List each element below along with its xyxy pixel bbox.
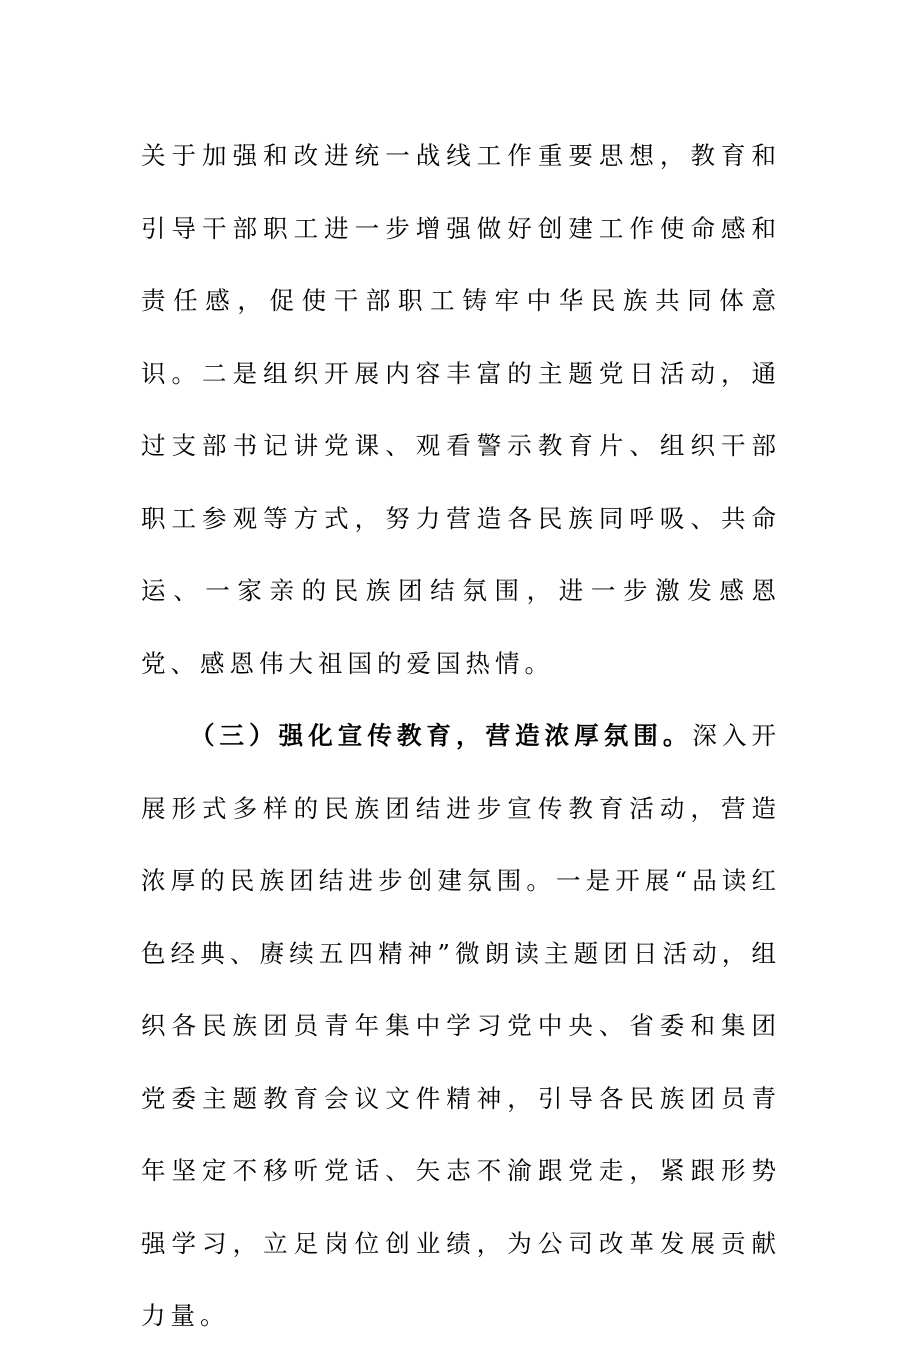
section-body-text: 深入开展形式多样的民族团结进步宣传教育活动，营造浓厚的民族团结进步创建氛围。一是开展“品读红色经典、赓续五四精神”微朗读主题团日活动，组织各民族团员青年集中学习党中央、省委和集团党委主题教育会议文件精神，引导各民族团员青年坚定不移听党话、矢志不渝跟党走，紧跟形势强学习，立足岗位创业绩，为公司改革发展贡献力量。	[141, 721, 782, 1330]
section-heading: （三）强化宣传教育，营造浓厚氛围。	[190, 721, 693, 750]
paragraph-continuation: 关于加强和改进统一战线工作重要思想，教育和引导干部职工进一步增强做好创建工作使命感和责任感，促使干部职工铸牢中华民族共同体意识。二是组织开展内容丰富的主题党日活动，通过支部书记讲党课、观看警示教育片、组织干部职工参观等方式，努力营造各民族同呼吸、共命运、一家亲的民族团结氛围，进一步激发感恩党、感恩伟大祖国的爱国热情。	[141, 141, 781, 678]
document-body	[141, 120, 781, 1353]
paragraph-section-three	[141, 700, 781, 1353]
